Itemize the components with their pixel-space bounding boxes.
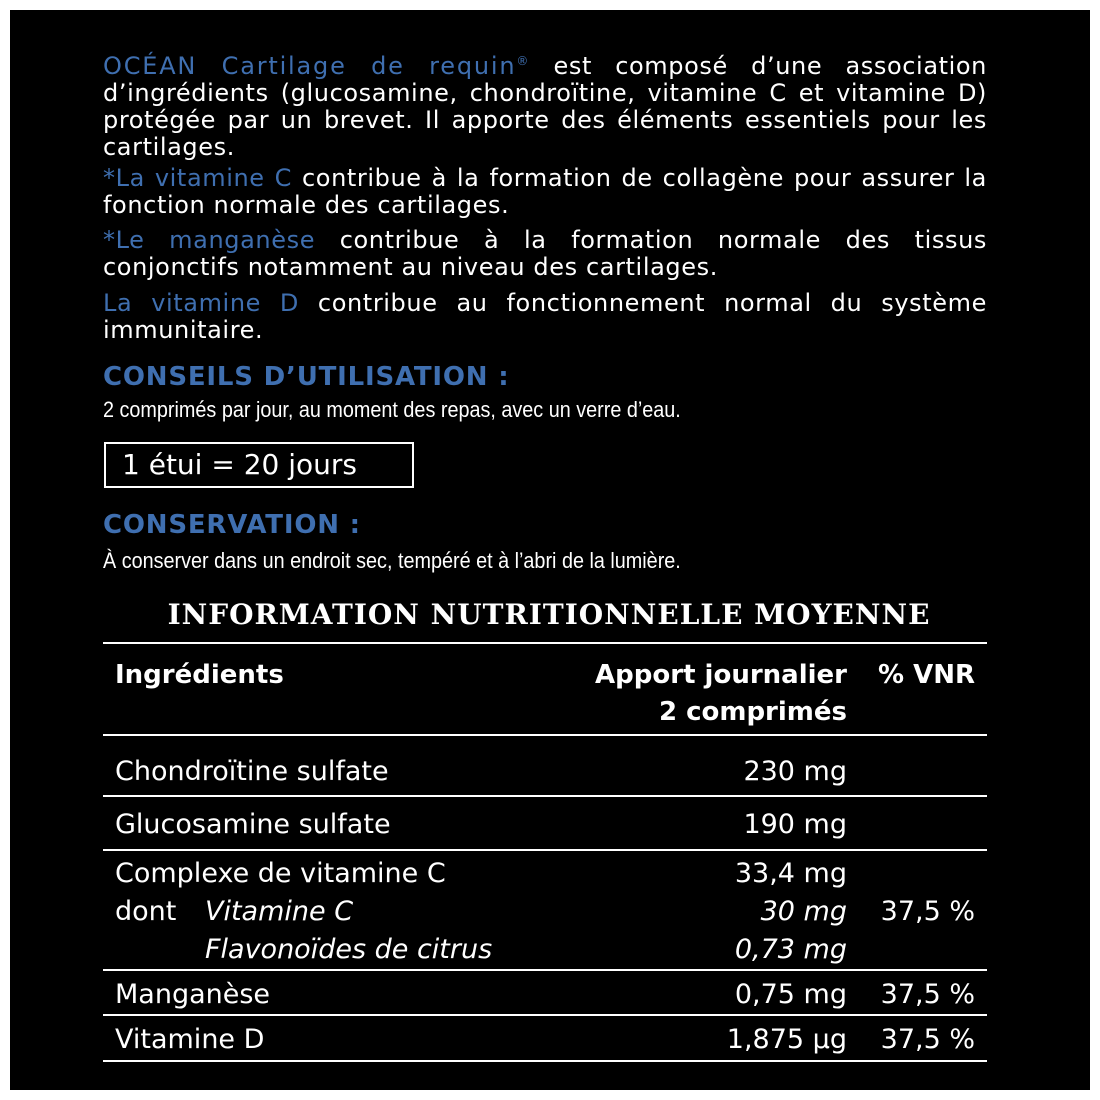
header-ingredients: Ingrédients xyxy=(115,660,284,690)
header-apport: Apport journalier xyxy=(595,660,847,690)
table-rule xyxy=(103,642,987,644)
header-apport-sub: 2 comprimés xyxy=(658,697,847,727)
usage-text: 2 comprimés par jour, au moment des repas, avec un verre d’eau. xyxy=(103,397,681,422)
manganese-claim xyxy=(103,227,987,281)
vitamin-c-claim-text: contribue à la formation de collagène pour assurer la fonction normale des cartilages. xyxy=(103,164,987,219)
usage-heading: CONSEILS D’UTILISATION : xyxy=(103,362,510,392)
ingredient-amount: 30 mg xyxy=(760,896,847,927)
table-rule xyxy=(103,969,987,971)
ingredient-amount: 33,4 mg xyxy=(734,858,847,889)
ingredient-vnr: 37,5 % xyxy=(880,1024,975,1055)
ingredient-amount: 0,75 mg xyxy=(734,979,847,1010)
manganese-claim-label: *Le manganèse xyxy=(103,226,316,254)
ingredient-prefix: dont xyxy=(115,896,177,927)
storage-heading: CONSERVATION : xyxy=(103,510,361,540)
ingredient-vnr: 37,5 % xyxy=(880,979,975,1010)
product-description-text: est composé d’une association d’ingrédients (glucosamine, chondroïtine, vitamine C et vitamine D) protégée par un brevet. Il apporte des éléments essentiels pour les cartilages. xyxy=(103,52,987,161)
vitamin-d-claim-text: contribue au fonctionnement normal du système immunitaire. xyxy=(103,289,987,344)
product-label-panel xyxy=(10,10,1090,1090)
ingredient-amount: 1,875 µg xyxy=(726,1024,847,1055)
manganese-claim-text: contribue à la formation normale des tissus conjonctifs notamment au niveau des cartilages. xyxy=(103,226,987,281)
table-rule xyxy=(103,734,987,736)
ingredient-name: Flavonoïdes de citrus xyxy=(205,934,493,965)
nutrition-title: INFORMATION NUTRITIONNELLE MOYENNE xyxy=(167,598,931,631)
vitamin-c-claim xyxy=(103,165,987,219)
table-rule xyxy=(103,849,987,851)
ingredient-amount: 190 mg xyxy=(743,809,847,840)
header-vnr: % VNR xyxy=(877,660,975,690)
vitamin-c-claim-label: *La vitamine C xyxy=(103,164,293,192)
vitamin-d-claim-label: La vitamine D xyxy=(103,289,299,317)
ingredient-name: Vitamine C xyxy=(205,896,354,927)
brand-name: OCÉAN Cartilage de requin xyxy=(103,52,517,80)
ingredient-name: Manganèse xyxy=(115,979,271,1010)
vitamin-d-claim xyxy=(103,290,987,344)
ingredient-name: Chondroïtine sulfate xyxy=(115,756,389,787)
ingredient-name: Glucosamine sulfate xyxy=(115,809,391,840)
table-rule xyxy=(103,795,987,797)
ingredient-amount: 230 mg xyxy=(743,756,847,787)
duration-box: 1 étui = 20 jours xyxy=(104,442,414,488)
table-rule xyxy=(103,1014,987,1016)
ingredient-name: Vitamine D xyxy=(115,1024,265,1055)
table-rule xyxy=(103,1060,987,1062)
ingredient-name: Complexe de vitamine C xyxy=(115,858,446,889)
storage-text: À conserver dans un endroit sec, tempéré et à l’abri de la lumière. xyxy=(103,548,681,573)
ingredient-amount: 0,73 mg xyxy=(734,934,847,965)
ingredient-vnr: 37,5 % xyxy=(880,896,975,927)
product-description xyxy=(103,48,987,161)
registered-mark: ® xyxy=(516,54,531,68)
